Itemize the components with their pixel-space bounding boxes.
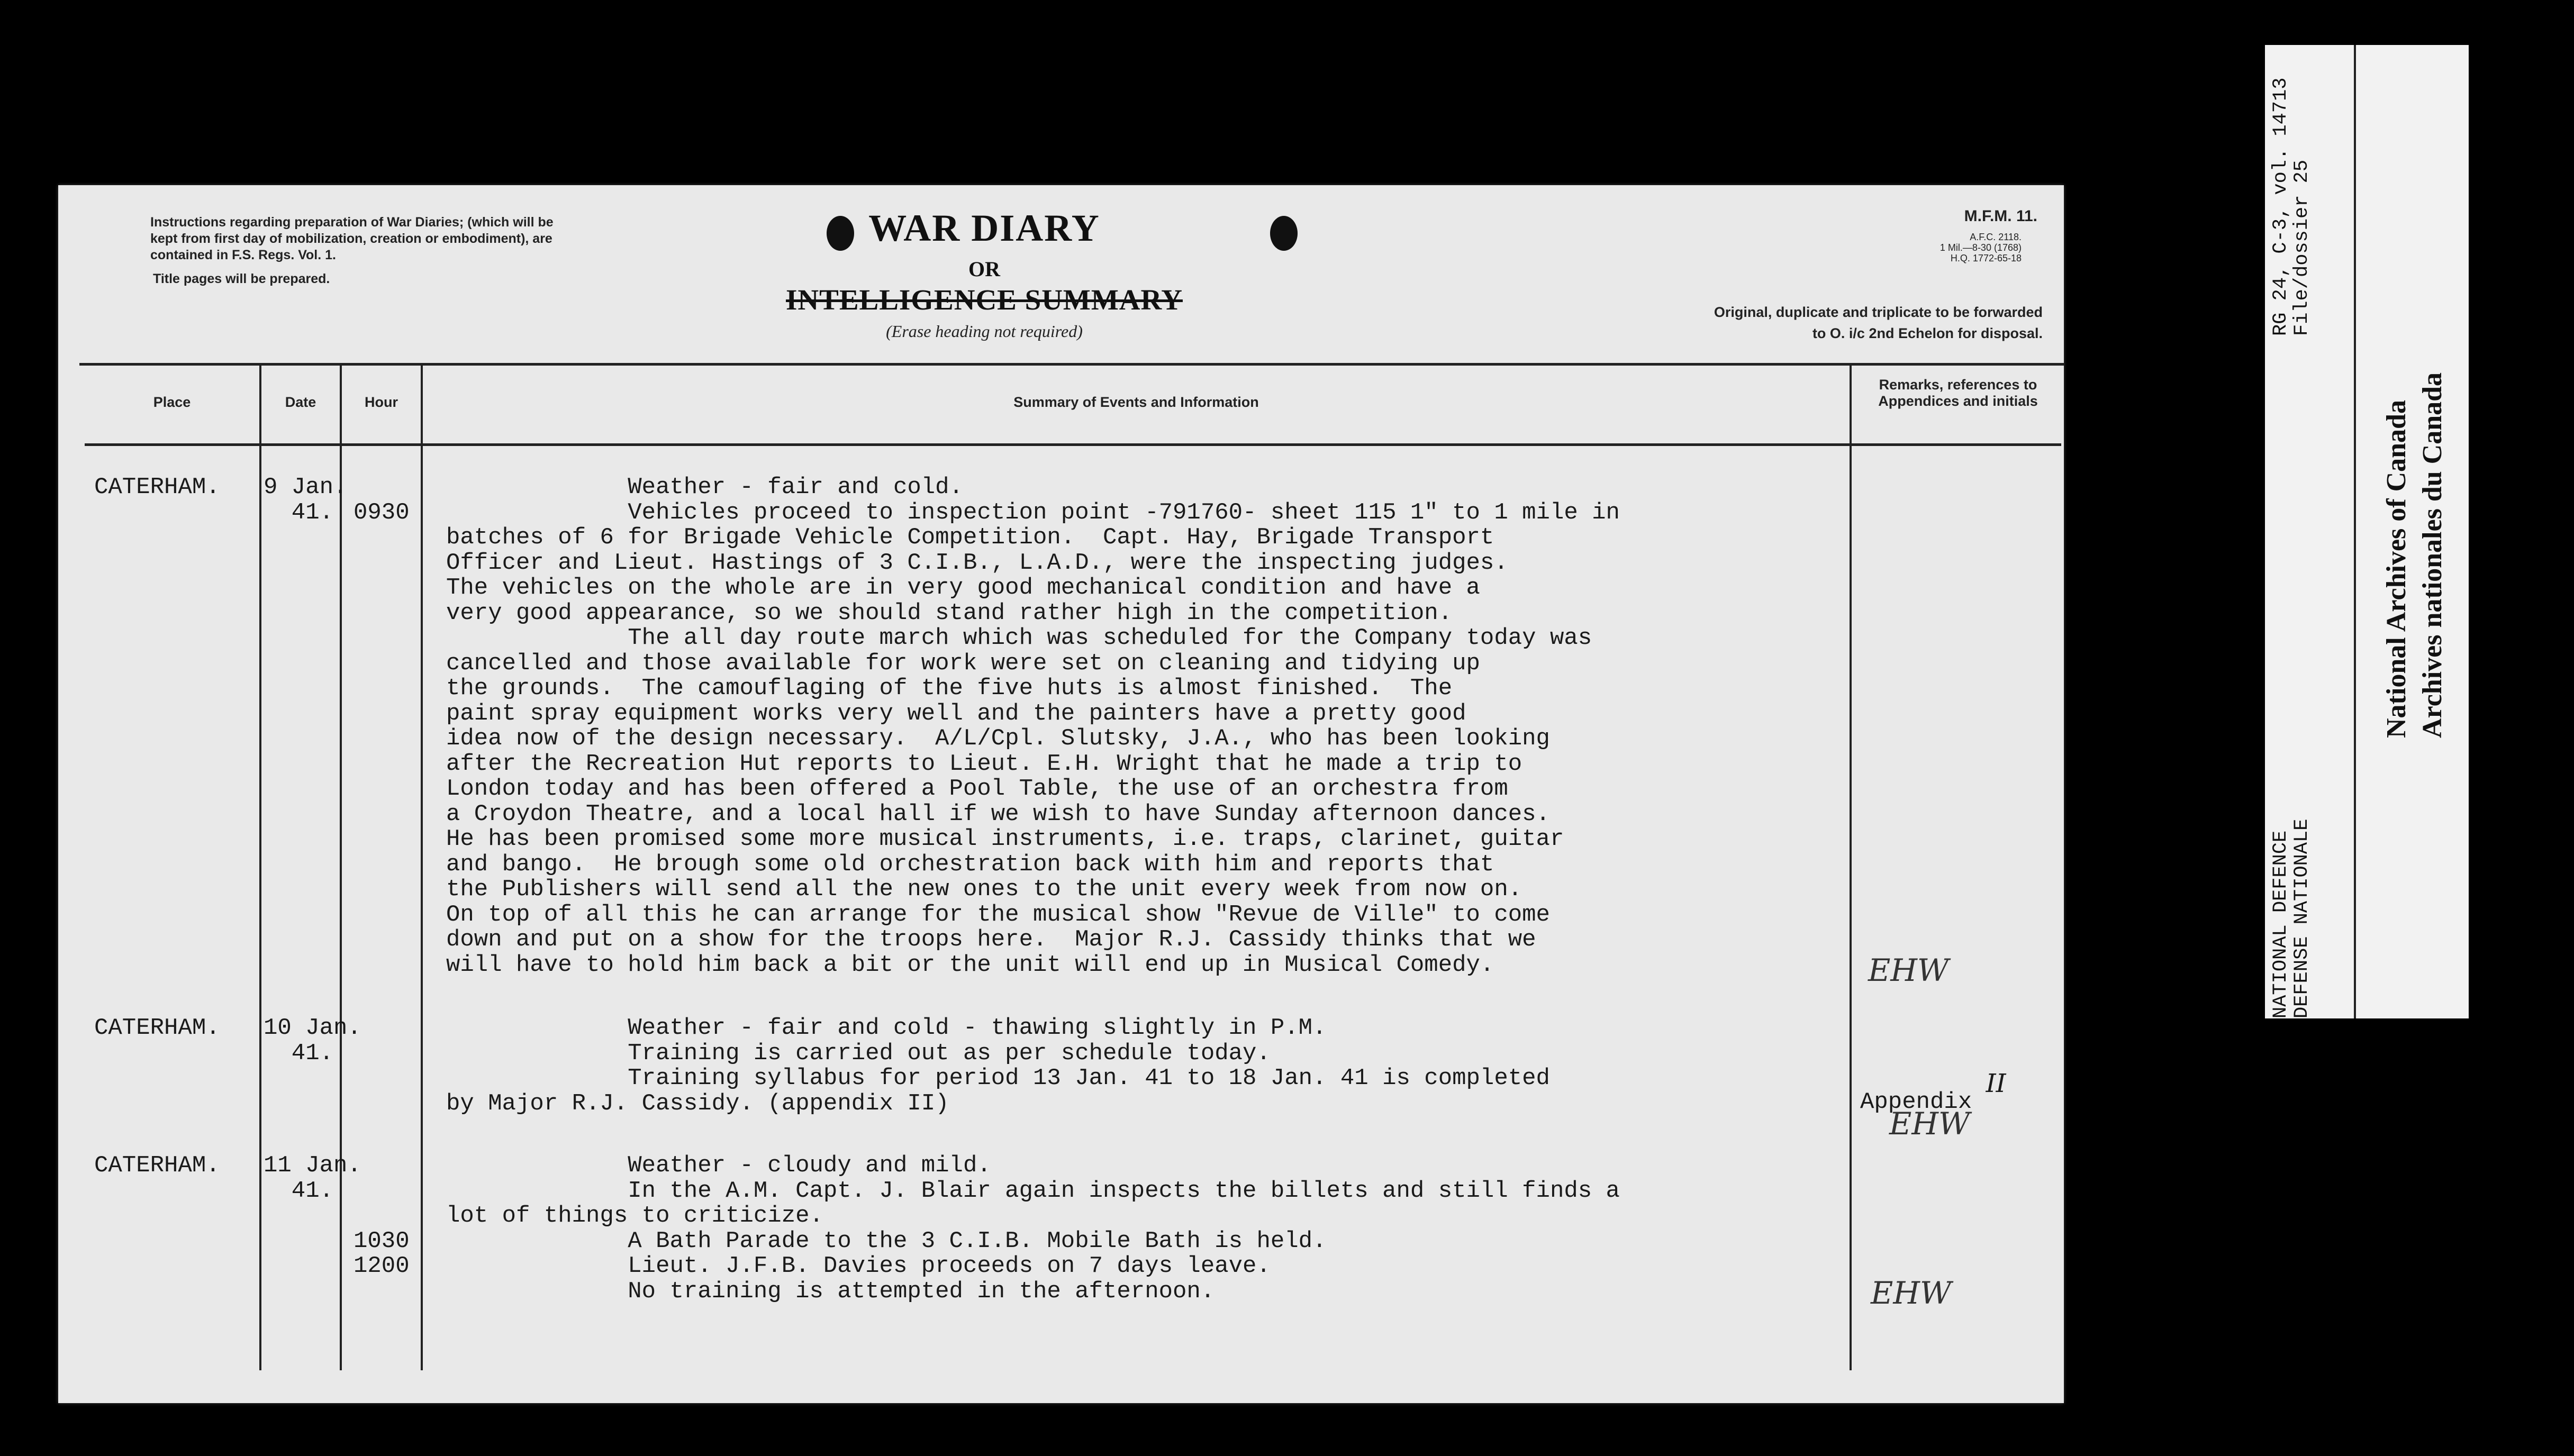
disposal-note — [1566, 302, 2043, 344]
title-pages-note: Title pages will be prepared. — [153, 271, 330, 286]
form-codes — [1842, 232, 2022, 263]
reference-line: RG 24, C-3, vol. 14713 — [2270, 77, 2292, 336]
department-name — [2270, 819, 2313, 1018]
instructions-note — [150, 214, 563, 287]
column-header-place: Place — [153, 394, 191, 410]
entry-summary: Weather - cloudy and mild. In the A.M. Capt. J. Blair again inspects the billets and still finds a lot of things to criticize. A Bath Parade to the 3 C.I.B. Mobile Bath is held. Lieut. J.F.B. Davies proceeds on 7 days leave. No training is attempted in the afternoon. — [446, 1152, 1620, 1305]
entry-place: CATERHAM. — [94, 1152, 220, 1179]
form-code: A.F.C. 2118. — [1970, 232, 2022, 242]
initials-signature: EHW — [1871, 1275, 1952, 1311]
archives-name — [2379, 372, 2451, 738]
erase-heading-note: (Erase heading not required) — [886, 322, 1083, 341]
column-divider — [259, 365, 261, 1370]
column-header-hour: Hour — [365, 394, 398, 410]
form-code: 1 Mil.—8-30 (1768) — [1939, 242, 2022, 253]
entry-summary: Weather - fair and cold. Vehicles proceed to inspection point -791760- sheet 115 1" to 1 mile in batches of 6 for Brigade Vehicle Competition. Capt. Hay, Brigade Transport Officer and Lieut. Hastings of 3 C.I.B., L.A.D., were the inspecting judges. The vehicles on the whole are in very good mechanical condition and have a very good appearance, so we should stand rather high in the competition. The all day route march which was scheduled for the Company today was cancelled and those available for work were set on cleaning and tidying up the grounds. The camouflaging of the five huts is almost finished. The paint spray equipment works very well and the painters have a pretty good idea now of the design necessary. A/L/Cpl. Slutsky, J.A., who has been looking after the Recreation Hut reports to Lieut. E.H. Wright that he made a trip to London today and has been offered a Pool Table, the use of an orchestra from a Croydon Theatre, and a local hall if we wish to have Sunday afternoon dances. He has been promised some more musical instruments, i.e. traps, clarinet, guitar and bango. He brough some old orchestration back with him and reports that the Publishers will send all the new ones to the unit every week from now on. On top of all this he can arrange for the musical show "Revue de Ville" to come down and put on a show for the troops here. Major R.J. Cassidy thinks that we will have to hold him back a bit or the unit will end up in Musical Comedy. — [446, 474, 1620, 978]
archive-label-strip — [2265, 45, 2469, 1018]
entry-hour: 0930 — [354, 499, 410, 526]
archives-line: National Archives of Canada — [2381, 400, 2412, 738]
entry-summary: Weather - fair and cold - thawing slightly in P.M. Training is carried out as per schedule today. Training syllabus for period 13 Jan. 41 to 18 Jan. 41 is completed by Major R.J. Cassidy. (appendix II) — [446, 1015, 1550, 1117]
punch-hole-right — [1270, 216, 1298, 251]
instructions-text: Instructions regarding preparation of War Diaries; (which will be kept from first day of mobilization, creation or embodiment), are contained in F.S. Regs. Vol. 1. — [150, 215, 554, 262]
entry-place: CATERHAM. — [94, 474, 220, 501]
department-line: NATIONAL DEFENCE — [2270, 830, 2292, 1018]
disposal-line: to O. i/c 2nd Echelon for disposal. — [1812, 325, 2043, 341]
department-line: DEFENSE NATIONALE — [2291, 818, 2313, 1018]
column-header-remarks: Remarks, references to Appendices and initials — [1878, 377, 2038, 409]
column-header-date: Date — [285, 394, 316, 410]
strip-fold-line — [2354, 45, 2356, 1018]
entry-date: 10 Jan. 41. — [264, 1015, 361, 1067]
column-header-rule — [85, 443, 2061, 446]
disposal-line: Original, duplicate and triplicate to be forwarded — [1714, 304, 2043, 320]
initials-signature: EHW — [1889, 1106, 1970, 1142]
entry-date: 9 Jan. 41. — [264, 474, 348, 526]
archives-line: Archives nationales du Canada — [2417, 372, 2448, 738]
intelligence-summary-title: INTELLIGENCE SUMMARY — [786, 284, 1183, 316]
form-id: M.F.M. 11. — [1964, 207, 2037, 225]
column-divider — [421, 365, 423, 1370]
column-header-summary: Summary of Events and Information — [1013, 394, 1259, 410]
reference-line: File/dossier 25 — [2291, 159, 2313, 336]
form-code: H.Q. 1772-65-18 — [1950, 253, 2022, 263]
entry-date: 11 Jan. 41. — [264, 1152, 361, 1204]
war-diary-page — [58, 185, 2064, 1403]
appendix-label: Appendix — [1860, 1089, 1972, 1115]
appendix-number: II — [1986, 1069, 2006, 1098]
header-rule — [79, 363, 2064, 366]
entry-hour: 1030 1200 — [354, 1227, 410, 1279]
archive-reference — [2270, 78, 2313, 336]
entry-place: CATERHAM. — [94, 1015, 220, 1041]
column-divider — [1850, 365, 1852, 1370]
title-or: OR — [968, 257, 1000, 281]
initials-signature: EHW — [1868, 952, 1949, 988]
war-diary-title: WAR DIARY — [868, 207, 1100, 249]
